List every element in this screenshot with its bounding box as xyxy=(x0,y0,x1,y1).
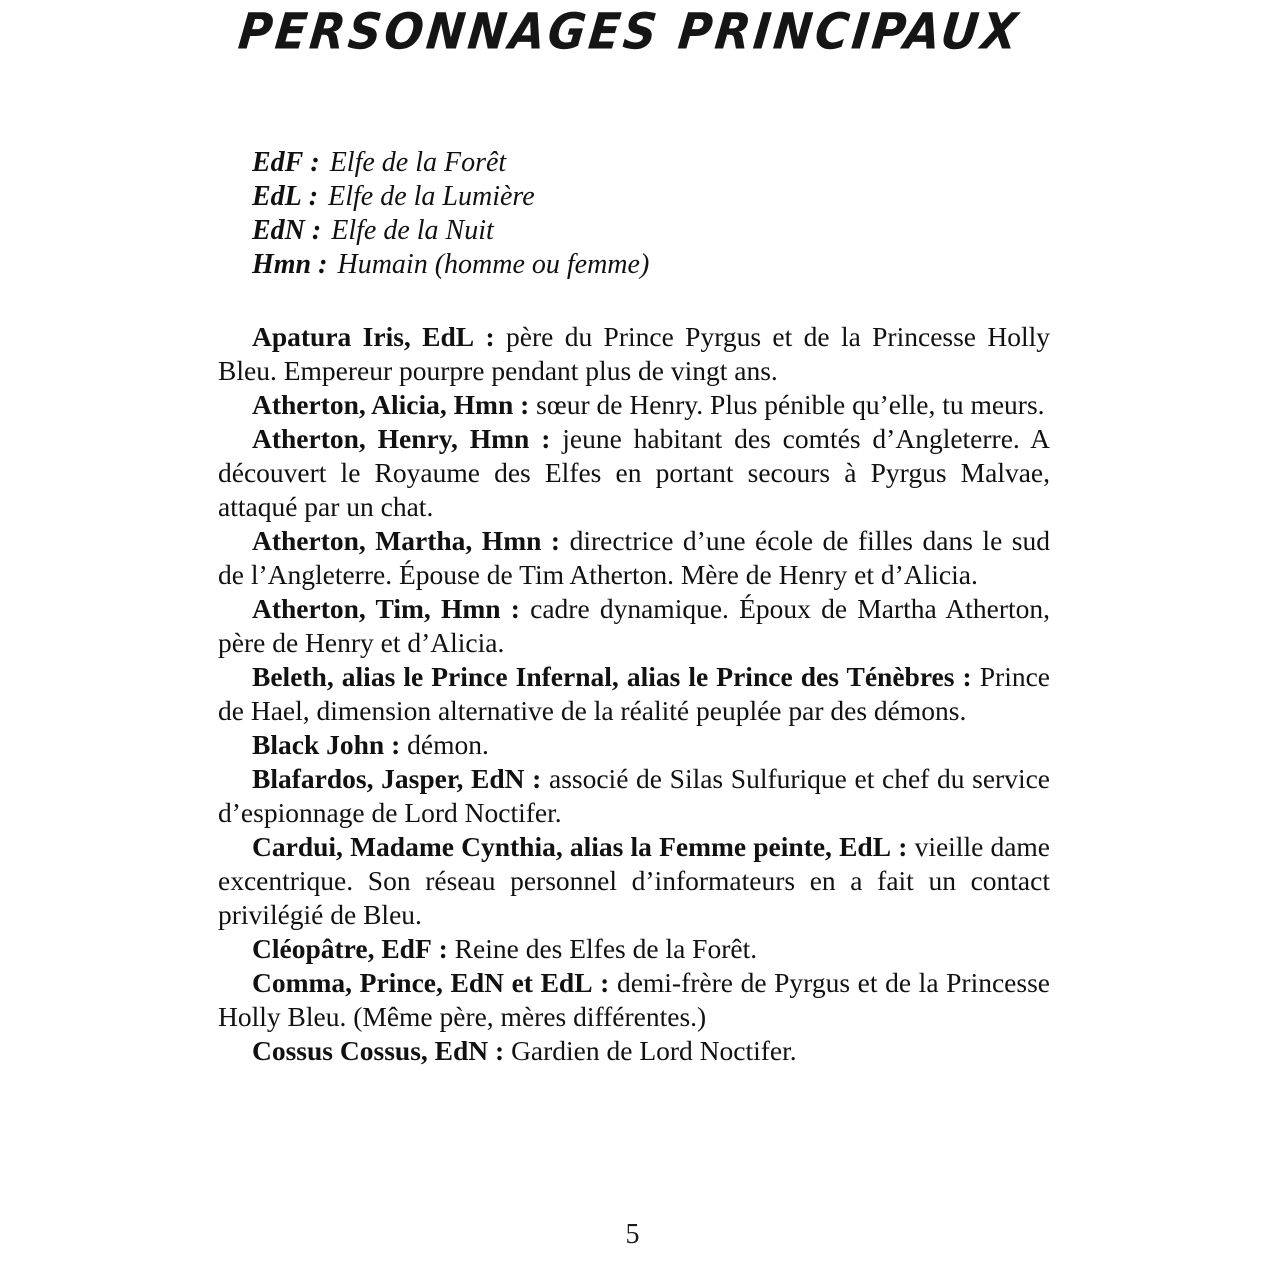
character-name: Cossus Cossus, EdN : xyxy=(252,1035,505,1066)
character-description: Gardien de Lord Noctifer. xyxy=(511,1035,797,1066)
legend-row-edf xyxy=(252,146,649,180)
legend-desc: Humain (homme ou femme) xyxy=(337,249,650,280)
legend-abbr: EdN : xyxy=(252,215,322,246)
character-description: jeune habitant des comtés d’Angleterre. A découvert le Royaume des Elfes en portant secours à Pyrgus Malvae, attaqué par un chat. xyxy=(218,423,1050,522)
character-name: Atherton, Henry, Hmn : xyxy=(252,423,551,454)
legend-abbr: EdF : xyxy=(252,147,320,178)
character-name: Cléopâtre, EdF : xyxy=(252,933,448,964)
character-description: demi-frère de Pyrgus et de la Princesse Holly Bleu. (Même père, mères différentes.) xyxy=(218,967,1050,1032)
character-description: cadre dynamique. Époux de Martha Atherton, père de Henry et d’Alicia. xyxy=(218,593,1050,658)
character-description: directrice d’une école de filles dans le sud de l’Angleterre. Épouse de Tim Atherton. Mère de Henry et d’Alicia. xyxy=(218,525,1050,590)
character-entry xyxy=(218,524,1050,592)
character-name: Atherton, Tim, Hmn : xyxy=(252,593,520,624)
legend-desc: Elfe de la Nuit xyxy=(331,215,494,246)
character-entry xyxy=(218,592,1050,660)
character-name: Atherton, Alicia, Hmn : xyxy=(252,389,530,420)
character-entry xyxy=(218,762,1050,830)
character-entry xyxy=(218,388,1050,422)
abbreviation-legend xyxy=(252,146,649,282)
character-description: Reine des Elfes de la Forêt. xyxy=(454,933,758,964)
character-entry xyxy=(218,1034,1050,1068)
character-entry xyxy=(218,728,1050,762)
page-title: PERSONNAGES PRINCIPAUX xyxy=(235,2,1024,61)
legend-row-edn xyxy=(252,214,649,248)
character-entry xyxy=(218,660,1050,728)
character-name: Black John : xyxy=(252,729,401,760)
character-entry xyxy=(218,422,1050,524)
character-list xyxy=(218,320,1050,1068)
legend-row-hmn xyxy=(252,248,649,282)
character-name: Comma, Prince, EdN et EdL : xyxy=(252,967,610,998)
character-name: Cardui, Madame Cynthia, alias la Femme peinte, EdL : xyxy=(252,831,908,862)
character-entry xyxy=(218,320,1050,388)
character-description: vieille dame excentrique. Son réseau personnel d’informateurs en a fait un contact privilégié de Bleu. xyxy=(218,831,1050,930)
legend-desc: Elfe de la Lumière xyxy=(328,181,535,212)
legend-desc: Elfe de la Forêt xyxy=(329,147,507,178)
character-name: Beleth, alias le Prince Infernal, alias le Prince des Ténèbres : xyxy=(252,661,972,692)
character-description: père du Prince Pyrgus et de la Princesse Holly Bleu. Empereur pourpre pendant plus de vingt ans. xyxy=(218,321,1051,386)
character-description: Prince de Hael, dimension alternative de la réalité peuplée par des démons. xyxy=(218,661,1051,726)
character-description: démon. xyxy=(407,729,489,760)
legend-row-edl xyxy=(252,180,649,214)
page-number: 5 xyxy=(625,1219,640,1250)
character-entry xyxy=(218,932,1050,966)
character-entry xyxy=(218,830,1050,932)
character-name: Apatura Iris, EdL : xyxy=(252,321,495,352)
character-description: associé de Silas Sulfurique et chef du service d’espionnage de Lord Noctifer. xyxy=(218,763,1050,828)
character-name: Atherton, Martha, Hmn : xyxy=(252,525,561,556)
legend-abbr: EdL : xyxy=(252,181,319,212)
legend-abbr: Hmn : xyxy=(252,249,328,280)
character-description: sœur de Henry. Plus pénible qu’elle, tu meurs. xyxy=(536,389,1045,420)
character-entry xyxy=(218,966,1050,1034)
character-name: Blafardos, Jasper, EdN : xyxy=(252,763,542,794)
